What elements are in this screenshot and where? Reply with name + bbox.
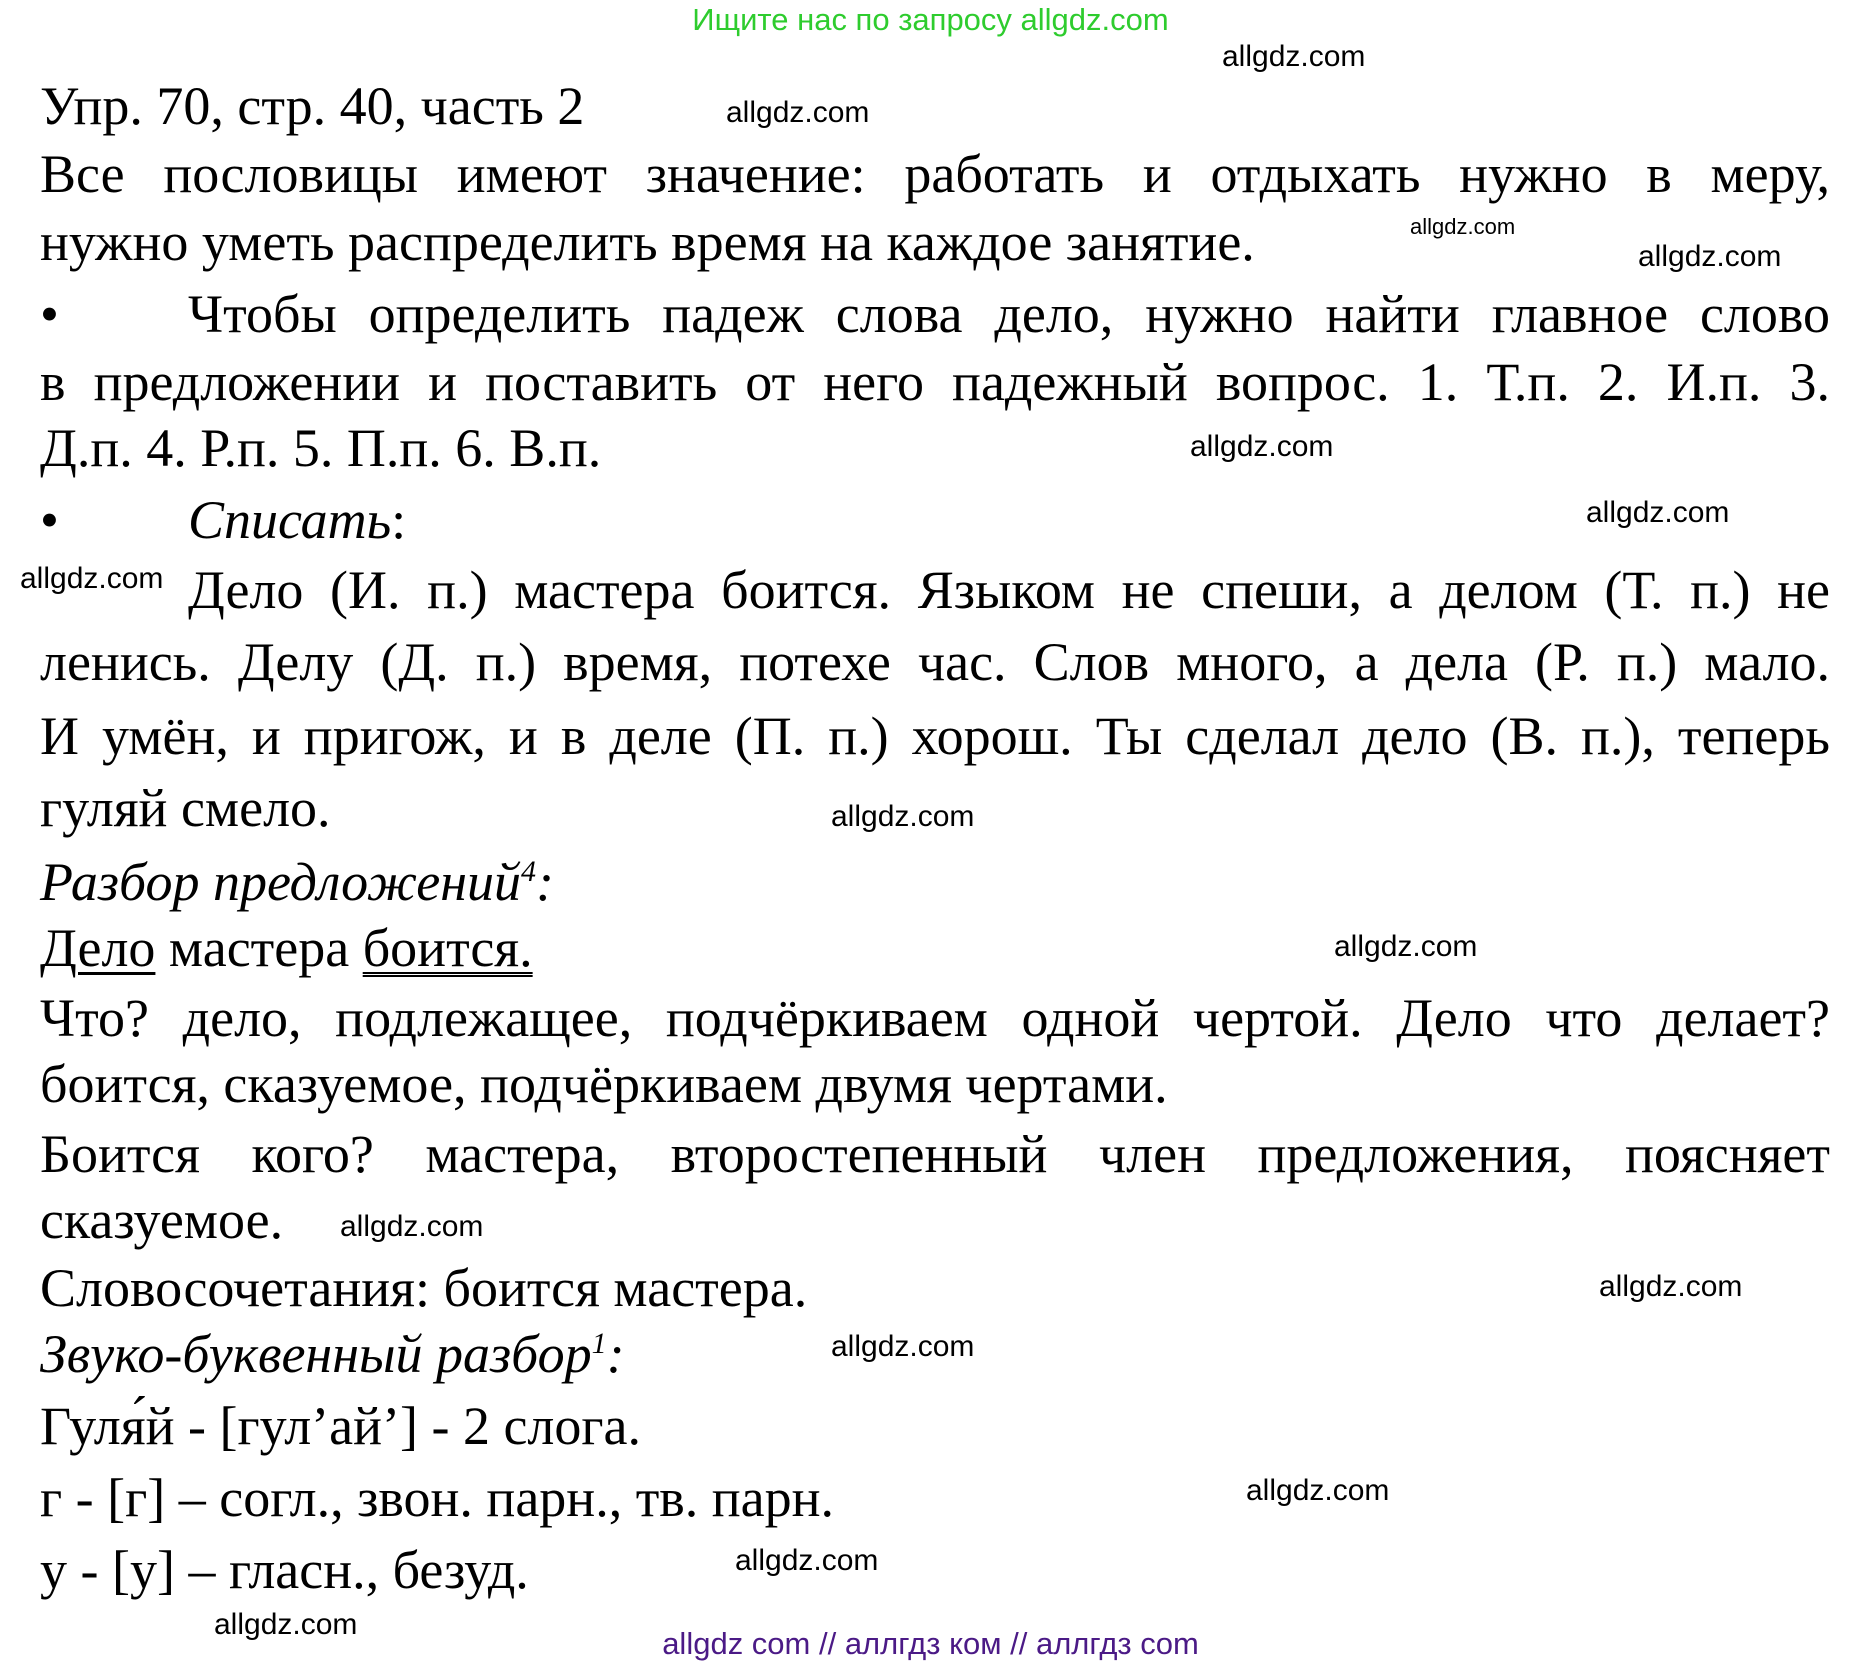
copy-line: Дело (И. п.) мастера боится. Языком не спеши, а делом (Т. п.) не — [188, 560, 1830, 620]
watermark: allgdz.com — [726, 96, 870, 129]
footnote-marker: 1 — [591, 1327, 607, 1360]
phonetic-line: г - [г] – согл., звон. парн., тв. парн. — [40, 1468, 835, 1528]
parse-heading-text: Разбор предложений — [40, 852, 522, 912]
paragraph-line: нужно уметь распределить время на каждое занятие. — [40, 212, 1255, 272]
exercise-title: Упр. 70, стр. 40, часть 2 — [40, 76, 585, 136]
analysis-line: боится, сказуемое, подчёркиваем двумя чертами. — [40, 1054, 1168, 1114]
paragraph-line: в предложении и поставить от него падежный вопрос. 1. Т.п. 2. И.п. 3. — [40, 352, 1830, 412]
parsed-sentence — [40, 916, 533, 980]
analysis-line: Боится кого? мастера, второстепенный член предложения, поясняет — [40, 1124, 1830, 1184]
watermark: allgdz.com — [1410, 214, 1516, 239]
search-banner: Ищите нас по запросу allgdz.com — [692, 2, 1169, 37]
collocations: Словосочетания: боится мастера. — [40, 1258, 808, 1318]
copy-heading — [188, 488, 406, 552]
copy-line: гуляй смело. — [40, 778, 331, 838]
watermark: allgdz.com — [1334, 930, 1478, 963]
parse-heading — [40, 850, 554, 914]
bullet-line: Чтобы определить падеж слова дело, нужно найти главное слово — [188, 284, 1830, 344]
watermark: allgdz.com — [1599, 1270, 1743, 1303]
watermark: allgdz.com — [214, 1608, 358, 1641]
phonetic-line: у - [у] – гласн., безуд. — [40, 1540, 529, 1600]
footnote-marker: 4 — [521, 855, 537, 888]
watermark: allgdz.com — [1246, 1474, 1390, 1507]
copy-line: И умён, и пригож, и в деле (П. п.) хорош. Ты сделал дело (В. п.), теперь — [40, 706, 1830, 766]
colon: : — [536, 852, 555, 912]
phonetic-line: Гуля́й - [гул’ай’] - 2 слога. — [40, 1396, 641, 1456]
footer-banner: allgdz com // аллгдз ком // аллгдз com — [662, 1626, 1199, 1661]
phonetic-heading — [40, 1322, 625, 1386]
watermark: allgdz.com — [831, 800, 975, 833]
bullet-icon: • — [40, 490, 59, 550]
phonetic-heading-text: Звуко-буквенный разбор — [40, 1324, 592, 1384]
copy-line: ленись. Делу (Д. п.) время, потехе час. Слов много, а дела (Р. п.) мало. — [40, 632, 1830, 692]
analysis-line: Что? дело, подлежащее, подчёркиваем одной чертой. Дело что делает? — [40, 988, 1830, 1048]
paragraph-line: Все пословицы имеют значение: работать и отдыхать нужно в меру, — [40, 144, 1830, 204]
colon: : — [391, 490, 407, 550]
bullet-icon: • — [40, 284, 59, 344]
paragraph-line: Д.п. 4. Р.п. 5. П.п. 6. В.п. — [40, 418, 602, 478]
copy-label: Списать — [188, 490, 392, 550]
watermark: allgdz.com — [1586, 496, 1730, 529]
watermark: allgdz.com — [1222, 40, 1366, 73]
watermark: allgdz.com — [735, 1544, 879, 1577]
watermark: allgdz.com — [340, 1210, 484, 1243]
watermark: allgdz.com — [1638, 240, 1782, 273]
watermark: allgdz.com — [1190, 430, 1334, 463]
analysis-line: сказуемое. — [40, 1190, 284, 1250]
predicate-word: боится. — [362, 918, 533, 978]
watermark: allgdz.com — [20, 562, 164, 595]
watermark: allgdz.com — [831, 1330, 975, 1363]
subject-word: Дело — [40, 918, 156, 978]
colon: : — [606, 1324, 625, 1384]
object-word: мастера — [155, 918, 363, 978]
